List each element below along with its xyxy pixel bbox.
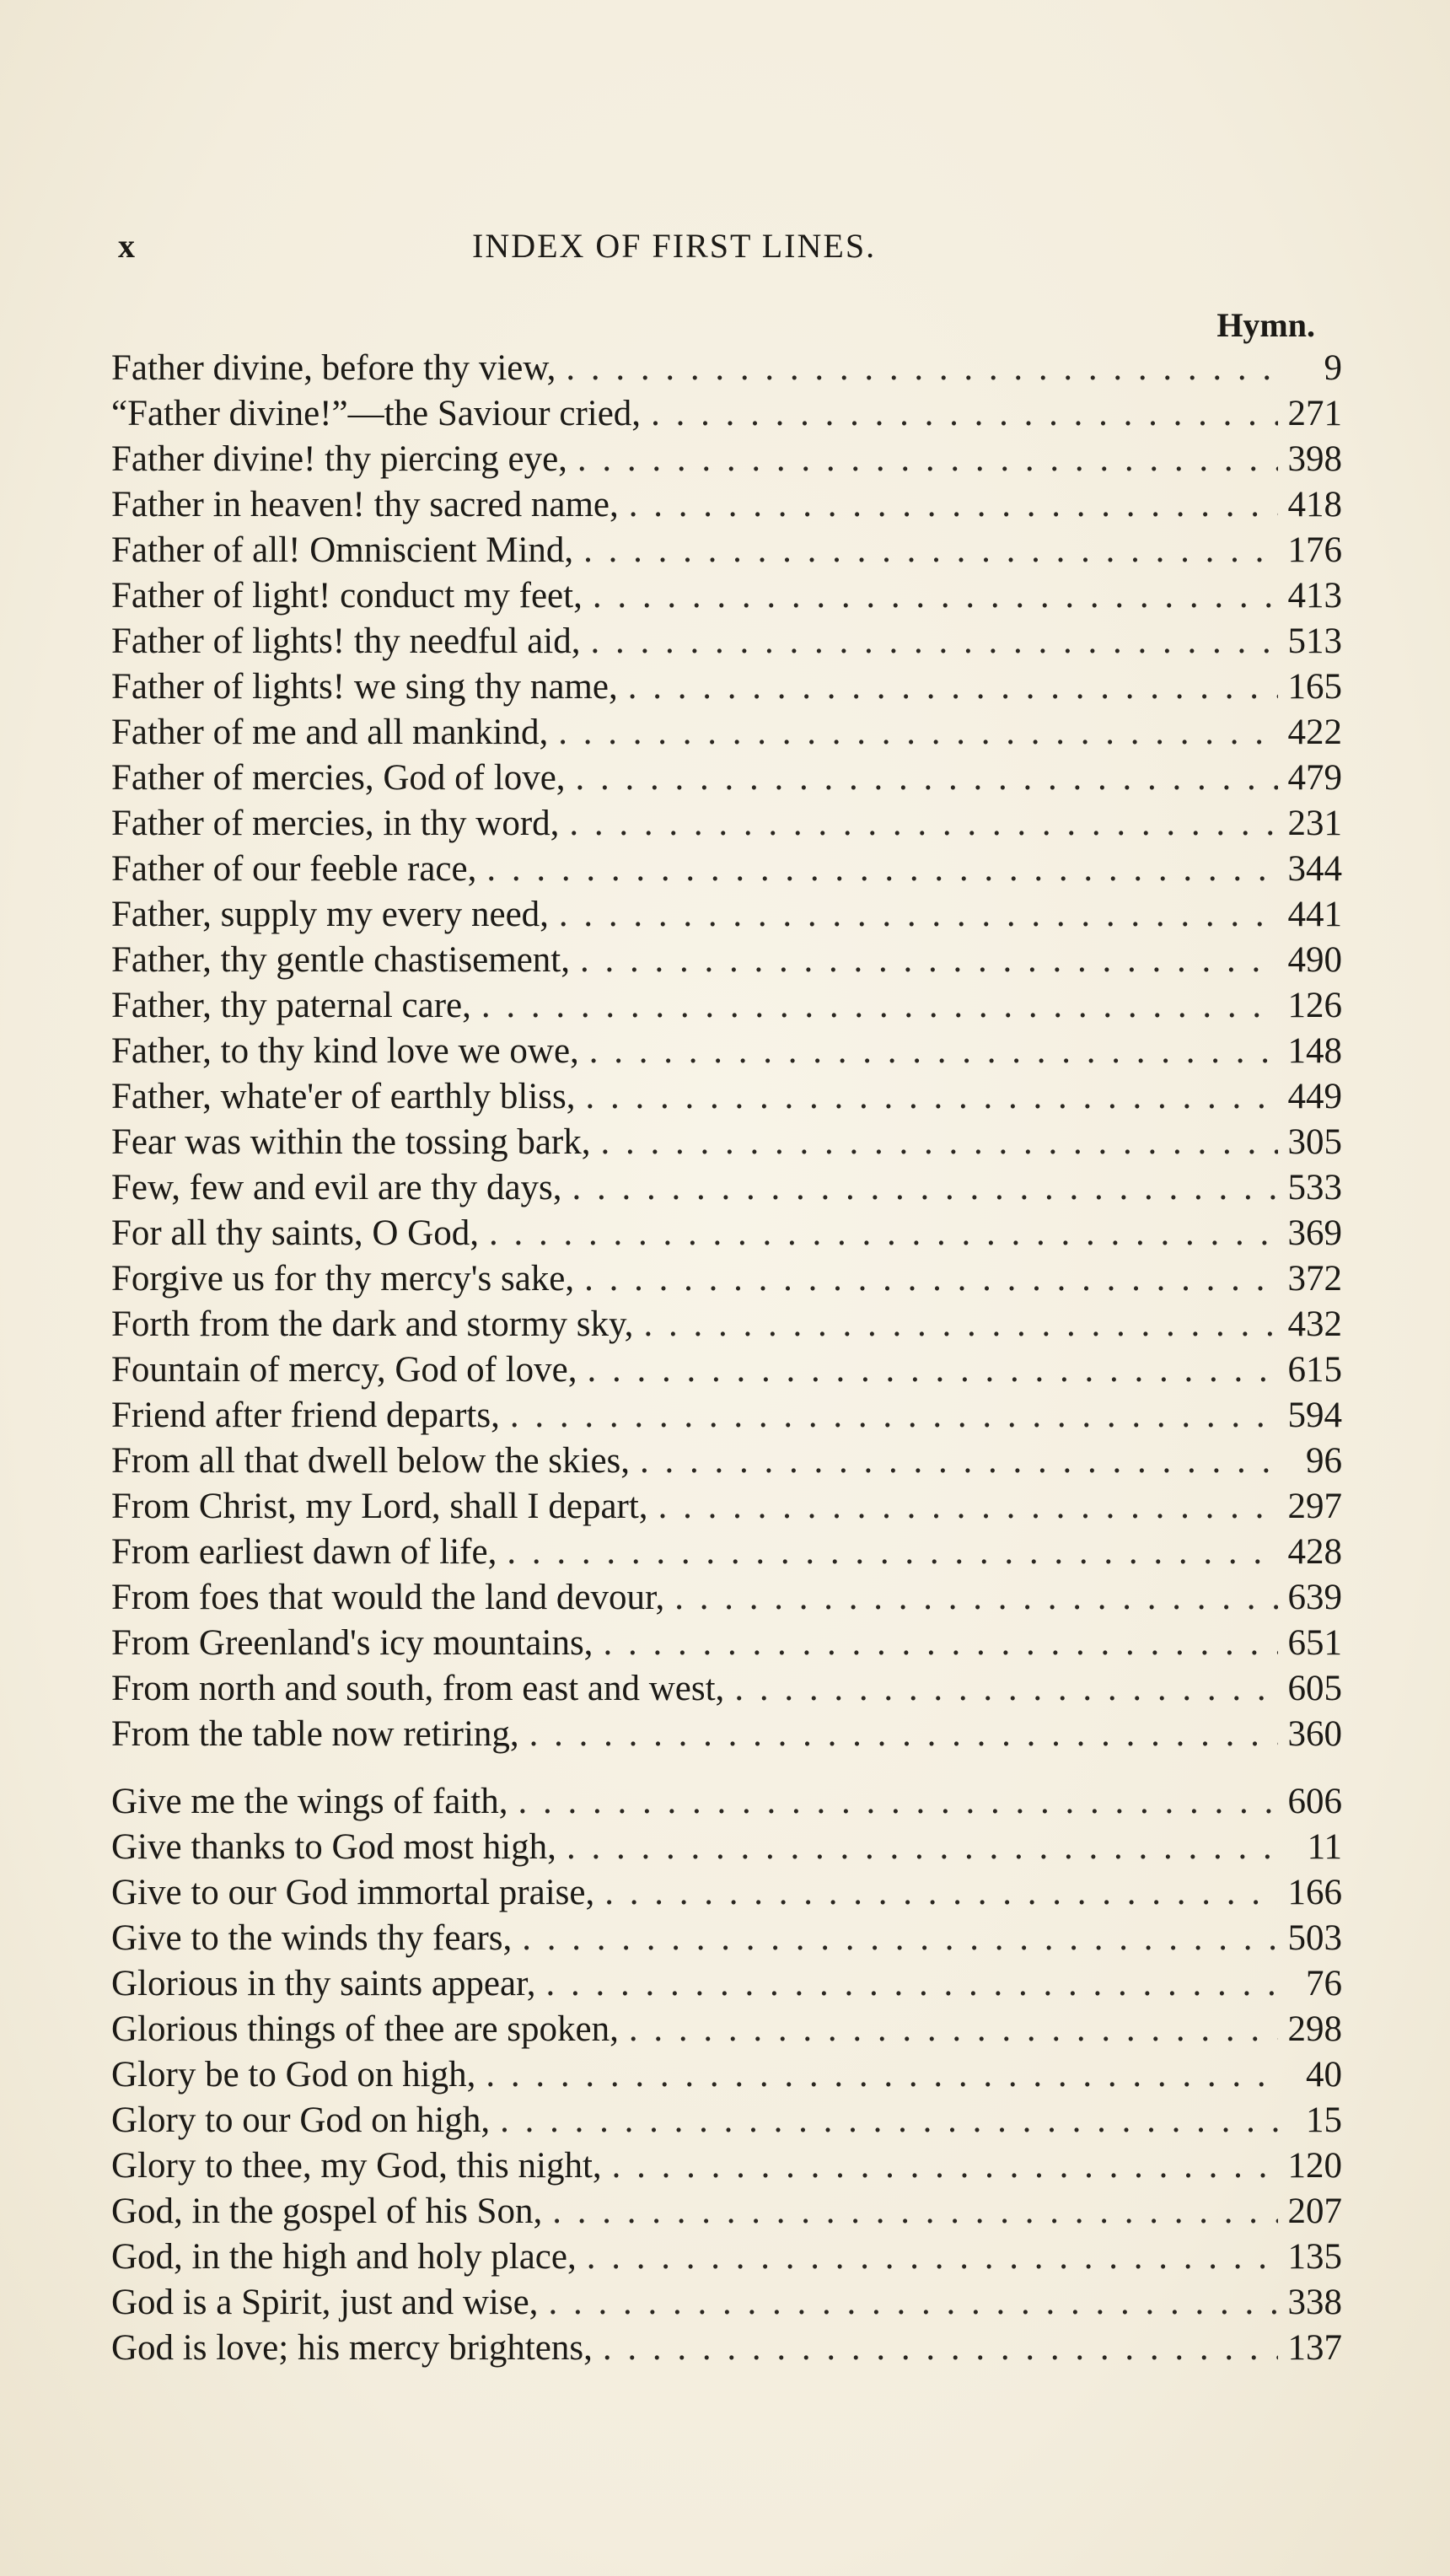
entry-hymn-number: 503	[1287, 1918, 1342, 1958]
dot-leader	[576, 756, 1278, 801]
entry-hymn-number: 231	[1287, 804, 1342, 843]
entry-hymn-number: 298	[1287, 2009, 1342, 2049]
dot-leader	[588, 1347, 1278, 1393]
dot-leader	[589, 1029, 1278, 1074]
entry-first-line: Forth from the dark and stormy sky,	[111, 1304, 634, 1344]
index-entry	[111, 983, 1342, 1029]
entry-hymn-number: 449	[1287, 1077, 1342, 1116]
entry-first-line: From foes that would the land devour,	[111, 1578, 665, 1617]
entry-hymn-number: 490	[1287, 940, 1342, 980]
dot-leader	[658, 1484, 1278, 1530]
entry-first-line: Father of light! conduct my feet,	[111, 576, 583, 616]
dot-leader	[569, 801, 1278, 847]
dot-leader	[586, 1074, 1278, 1120]
dot-leader	[734, 1666, 1278, 1712]
index-entry	[111, 1074, 1342, 1120]
entry-hymn-number: 606	[1287, 1782, 1342, 1821]
index-entry	[111, 1916, 1342, 1961]
entry-hymn-number: 533	[1287, 1168, 1342, 1207]
entry-first-line: From all that dwell below the skies,	[111, 1441, 631, 1481]
hymn-column-label: Hymn.	[1216, 306, 1315, 344]
dot-leader	[651, 391, 1278, 437]
entry-first-line: God, in the gospel of his Son,	[111, 2191, 543, 2231]
dot-leader	[548, 2280, 1278, 2326]
dot-leader	[507, 1530, 1278, 1575]
entry-first-line: Father divine! thy piercing eye,	[111, 439, 567, 479]
entry-first-line: God is a Spirit, just and wise,	[111, 2283, 539, 2322]
dot-leader	[552, 2189, 1278, 2235]
entry-first-line: Father, thy paternal care,	[111, 986, 471, 1025]
entry-hymn-number: 135	[1287, 2237, 1342, 2277]
index-entry	[111, 1870, 1342, 1916]
entry-first-line: Few, few and evil are thy days,	[111, 1168, 562, 1207]
index-entry	[111, 1029, 1342, 1074]
entry-first-line: “Father divine!”—the Saviour cried,	[111, 394, 642, 433]
entry-first-line: From earliest dawn of life,	[111, 1532, 497, 1572]
entry-hymn-number: 76	[1306, 1964, 1342, 2003]
entry-hymn-number: 137	[1287, 2328, 1342, 2368]
entry-first-line: Give to the winds thy fears,	[111, 1918, 513, 1958]
entry-hymn-number: 165	[1287, 667, 1342, 707]
entry-hymn-number: 15	[1306, 2100, 1342, 2140]
entry-hymn-number: 651	[1287, 1623, 1342, 1663]
entry-hymn-number: 96	[1306, 1441, 1342, 1481]
dot-leader	[522, 1916, 1278, 1961]
dot-leader	[481, 983, 1278, 1029]
dot-leader	[583, 528, 1278, 573]
index-entry	[111, 1575, 1342, 1621]
entry-hymn-number: 513	[1287, 621, 1342, 661]
index-entry	[111, 1256, 1342, 1302]
entry-first-line: Father, thy gentle chastisement,	[111, 940, 570, 980]
entry-first-line: From Christ, my Lord, shall I depart,	[111, 1487, 648, 1526]
entry-first-line: Father of mercies, God of love,	[111, 758, 566, 798]
index-entry	[111, 2143, 1342, 2189]
entry-hymn-number: 418	[1287, 485, 1342, 524]
entry-first-line: Fountain of mercy, God of love,	[111, 1350, 577, 1390]
index-entry	[111, 2235, 1342, 2280]
dot-leader	[590, 619, 1278, 664]
index-entry	[111, 847, 1342, 892]
index-entry	[111, 756, 1342, 801]
dot-leader	[580, 938, 1278, 983]
entry-first-line: Father of mercies, in thy word,	[111, 804, 560, 843]
entry-first-line: Father of lights! thy needful aid,	[111, 621, 581, 661]
dot-leader	[489, 1211, 1278, 1256]
index-entry	[111, 346, 1342, 391]
entry-hymn-number: 360	[1287, 1714, 1342, 1754]
entry-first-line: Glory to thee, my God, this night,	[111, 2146, 602, 2186]
entry-first-line: God, in the high and holy place,	[111, 2237, 577, 2277]
index-entry	[111, 2098, 1342, 2143]
dot-leader	[566, 346, 1278, 391]
entry-hymn-number: 413	[1287, 576, 1342, 616]
entry-first-line: Glory to our God on high,	[111, 2100, 491, 2140]
entry-hymn-number: 441	[1287, 895, 1342, 934]
index-entry	[111, 1530, 1342, 1575]
entry-first-line: Father divine, before thy view,	[111, 348, 556, 388]
index-entry	[111, 938, 1342, 983]
entry-hymn-number: 605	[1287, 1669, 1342, 1708]
entry-first-line: Father, supply my every need,	[111, 895, 549, 934]
index-entry	[111, 2326, 1342, 2371]
dot-leader	[545, 1961, 1278, 2007]
index-entry	[111, 482, 1342, 528]
dot-leader	[558, 710, 1278, 756]
index-entry	[111, 1621, 1342, 1666]
entry-first-line: For all thy saints, O God,	[111, 1213, 479, 1253]
dot-leader	[500, 2098, 1278, 2143]
dot-leader	[603, 1621, 1278, 1666]
dot-leader	[628, 664, 1278, 710]
entry-hymn-number: 594	[1287, 1396, 1342, 1435]
entry-first-line: Father of lights! we sing thy name,	[111, 667, 618, 707]
entry-hymn-number: 207	[1287, 2191, 1342, 2231]
dot-leader	[587, 2235, 1278, 2280]
dot-leader	[629, 2007, 1278, 2052]
entry-hymn-number: 428	[1287, 1532, 1342, 1572]
entry-first-line: Father of our feeble race,	[111, 849, 477, 889]
index-entry	[111, 892, 1342, 938]
index-entry	[111, 619, 1342, 664]
dot-leader	[674, 1575, 1278, 1621]
entry-hymn-number: 166	[1287, 1873, 1342, 1912]
entry-hymn-number: 40	[1306, 2055, 1342, 2095]
index-entry	[111, 1302, 1342, 1347]
dot-leader	[604, 1870, 1278, 1916]
dot-leader	[584, 1256, 1278, 1302]
entry-hymn-number: 639	[1287, 1578, 1342, 1617]
dot-leader	[643, 1302, 1278, 1347]
dot-leader	[572, 1165, 1278, 1211]
entry-hymn-number: 11	[1307, 1827, 1342, 1867]
index-entry	[111, 710, 1342, 756]
index-entry	[111, 573, 1342, 619]
dot-leader	[529, 1712, 1278, 1757]
running-title: INDEX OF FIRST LINES.	[472, 227, 877, 265]
entry-first-line: Give to our God immortal praise,	[111, 1873, 595, 1912]
index-entry	[111, 801, 1342, 847]
dot-leader	[640, 1439, 1278, 1484]
dot-leader	[600, 1120, 1278, 1165]
index-entry	[111, 1393, 1342, 1439]
entry-first-line: Give me the wings of faith,	[111, 1782, 508, 1821]
index-entry	[111, 2189, 1342, 2235]
entry-first-line: From the table now retiring,	[111, 1714, 519, 1754]
entry-hymn-number: 615	[1287, 1350, 1342, 1390]
index-entry	[111, 1825, 1342, 1870]
index-entry	[111, 1484, 1342, 1530]
index-entry	[111, 1211, 1342, 1256]
entry-first-line: God is love; his mercy brightens,	[111, 2328, 593, 2368]
dot-leader	[486, 847, 1278, 892]
entry-hymn-number: 338	[1287, 2283, 1342, 2322]
entry-first-line: Father of me and all mankind,	[111, 713, 549, 752]
entry-first-line: From north and south, from east and west,	[111, 1669, 725, 1708]
index-entry	[111, 2280, 1342, 2326]
entry-hymn-number: 432	[1287, 1304, 1342, 1344]
dot-leader	[559, 892, 1278, 938]
index-entry	[111, 1165, 1342, 1211]
dot-leader	[518, 1779, 1278, 1825]
entry-hymn-number: 126	[1287, 986, 1342, 1025]
entry-first-line: Father, whate'er of earthly bliss,	[111, 1077, 576, 1116]
entry-first-line: Forgive us for thy mercy's sake,	[111, 1259, 575, 1299]
entry-first-line: Glorious in thy saints appear,	[111, 1964, 536, 2003]
dot-leader	[612, 2143, 1278, 2189]
entry-first-line: Father of all! Omniscient Mind,	[111, 530, 574, 570]
entry-first-line: Father in heaven! thy sacred name,	[111, 485, 619, 524]
index-entry	[111, 391, 1342, 437]
index-entry	[111, 1779, 1342, 1825]
dot-leader	[629, 482, 1278, 528]
page-header	[118, 226, 1332, 277]
entry-first-line: Friend after friend departs,	[111, 1396, 500, 1435]
entry-hymn-number: 369	[1287, 1213, 1342, 1253]
dot-leader	[567, 1825, 1278, 1870]
entry-first-line: Fear was within the tossing bark,	[111, 1122, 591, 1162]
index-entry	[111, 1666, 1342, 1712]
entry-first-line: From Greenland's icy mountains,	[111, 1623, 593, 1663]
dot-leader	[577, 437, 1278, 482]
entry-hymn-number: 297	[1287, 1487, 1342, 1526]
index-entry	[111, 1439, 1342, 1484]
dot-leader	[593, 573, 1278, 619]
entry-hymn-number: 344	[1287, 849, 1342, 889]
entry-hymn-number: 372	[1287, 1259, 1342, 1299]
entry-first-line: Glorious things of thee are spoken,	[111, 2009, 619, 2049]
entry-first-line: Give thanks to God most high,	[111, 1827, 556, 1867]
entry-hymn-number: 148	[1287, 1031, 1342, 1071]
index-entry	[111, 1712, 1342, 1757]
dot-leader	[486, 2052, 1278, 2098]
index-entry	[111, 1347, 1342, 1393]
entry-hymn-number: 176	[1287, 530, 1342, 570]
index-entry	[111, 2052, 1342, 2098]
entry-hymn-number: 271	[1287, 394, 1342, 433]
index-entries-list	[111, 346, 1342, 2371]
index-entry	[111, 664, 1342, 710]
entry-hymn-number: 422	[1287, 713, 1342, 752]
entry-hymn-number: 120	[1287, 2146, 1342, 2186]
entry-hymn-number: 479	[1287, 758, 1342, 798]
dot-leader	[510, 1393, 1278, 1439]
entry-first-line: Father, to thy kind love we owe,	[111, 1031, 579, 1071]
entry-hymn-number: 398	[1287, 439, 1342, 479]
index-entry	[111, 1961, 1342, 2007]
index-entry	[111, 437, 1342, 482]
entry-hymn-number: 9	[1324, 348, 1342, 388]
page-number: x	[118, 227, 137, 265]
index-entry	[111, 528, 1342, 573]
dot-leader	[603, 2326, 1278, 2371]
index-entry	[111, 2007, 1342, 2052]
index-entry	[111, 1120, 1342, 1165]
entry-first-line: Glory be to God on high,	[111, 2055, 476, 2095]
entry-hymn-number: 305	[1287, 1122, 1342, 1162]
